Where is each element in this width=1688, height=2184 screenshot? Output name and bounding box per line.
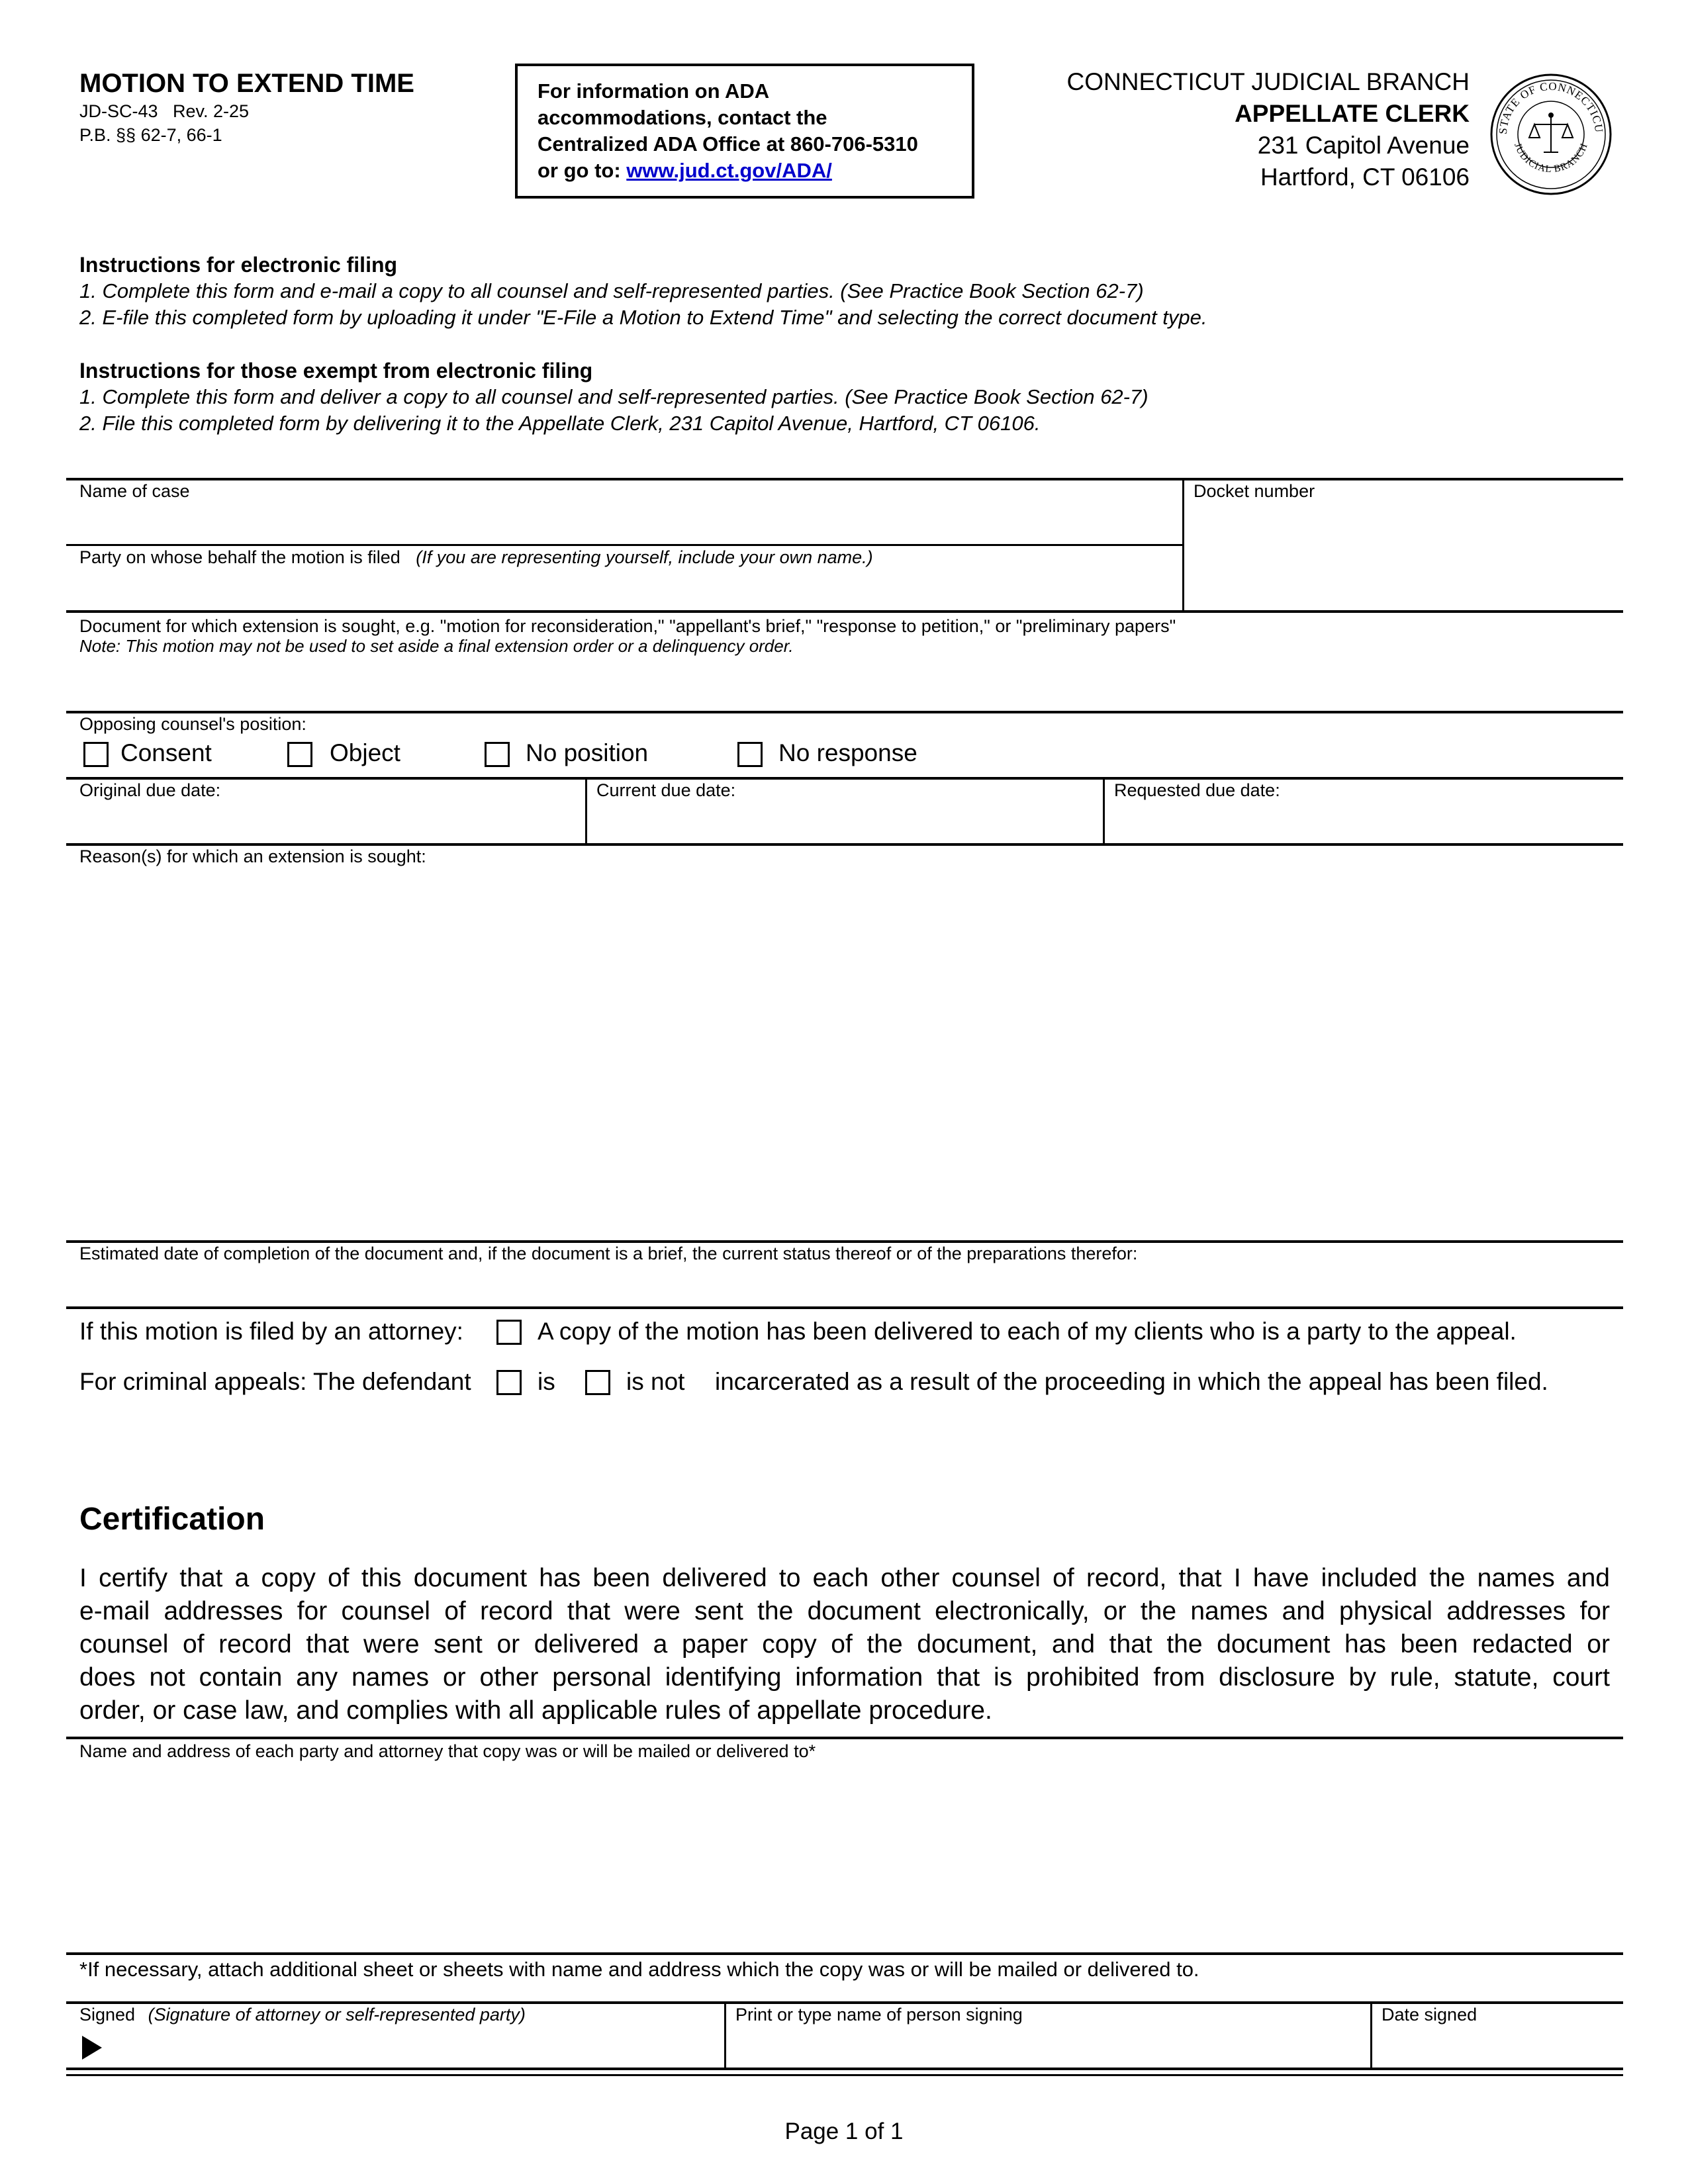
object-label: Object bbox=[330, 739, 400, 766]
form-number: JD-SC-43 Rev. 2-25 bbox=[79, 101, 250, 121]
is-incarcerated-checkbox[interactable] bbox=[496, 1370, 522, 1395]
certification-line-5: order, or case law, and complies with all applicable rules of appellate procedure. bbox=[79, 1696, 992, 1725]
ada-info-box bbox=[515, 64, 974, 199]
efile-instructions bbox=[79, 251, 1207, 331]
criminal-suffix: incarcerated as a result of the proceeding in which the appeal has been filed. bbox=[715, 1368, 1548, 1395]
attorney-prefix: If this motion is filed by an attorney: bbox=[79, 1318, 463, 1345]
ada-line-4 bbox=[538, 158, 972, 184]
ada-link[interactable]: www.jud.ct.gov/ADA/ bbox=[626, 159, 832, 182]
requested-due-date-label: Requested due date: bbox=[1114, 780, 1280, 800]
page-number: Page 1 of 1 bbox=[784, 2118, 904, 2144]
docket-number-field[interactable] bbox=[1184, 480, 1623, 610]
party-field[interactable] bbox=[66, 547, 1182, 610]
certification-text bbox=[79, 1562, 1610, 1727]
is-label: is bbox=[538, 1368, 555, 1395]
certification-line-4: does not contain any names or other personal identifying information that is prohibited from disclosure by rule, statute, court bbox=[79, 1663, 1610, 1692]
form-title: MOTION TO EXTEND TIME bbox=[79, 69, 414, 98]
printed-name-label: Print or type name of person signing bbox=[735, 2005, 1023, 2025]
signed-note: (Signature of attorney or self-represented party) bbox=[148, 2005, 526, 2025]
name-of-case-field[interactable] bbox=[66, 480, 1182, 544]
printed-name-field[interactable] bbox=[726, 2004, 1370, 2068]
no-position-checkbox[interactable] bbox=[485, 742, 510, 767]
scales-of-justice-icon bbox=[1529, 113, 1573, 152]
opposing-position-label: Opposing counsel's position: bbox=[79, 714, 306, 734]
address-line-1: 231 Capitol Avenue bbox=[1257, 132, 1470, 159]
party-label-text: Party on whose behalf the motion is filed bbox=[79, 547, 400, 567]
branch-name: CONNECTICUT JUDICIAL BRANCH bbox=[1066, 68, 1470, 95]
exempt-instructions bbox=[79, 357, 1149, 437]
certification-line-3: counsel of record that were sent or delivered a paper copy of the document, and that the document has been redacted or bbox=[79, 1630, 1610, 1659]
judicial-branch-seal bbox=[1488, 71, 1614, 197]
party-label bbox=[79, 547, 873, 568]
document-note: Note: This motion may not be used to set aside a final extension order or a delinquency order. bbox=[79, 636, 794, 656]
party-note: (If you are representing yourself, include your own name.) bbox=[416, 547, 873, 567]
exempt-heading: Instructions for those exempt from electronic filing bbox=[79, 359, 593, 383]
attorney-statement: A copy of the motion has been delivered to each of my clients who is a party to the appeal. bbox=[538, 1318, 1517, 1345]
date-signed-label: Date signed bbox=[1382, 2005, 1477, 2025]
recipients-field[interactable] bbox=[66, 1739, 1623, 1951]
rule-bottom-double bbox=[66, 2068, 1623, 2076]
address-line-2: Hartford, CT 06106 bbox=[1260, 163, 1470, 191]
rule-attorney bbox=[66, 1306, 1623, 1309]
practice-book-reference: P.B. §§ 62-7, 66-1 bbox=[79, 125, 222, 145]
attach-note: *If necessary, attach additional sheet or sheets with name and address which the copy was or will be mailed or delivered to. bbox=[79, 1958, 1199, 1981]
efile-step-2: 2. E-file this completed form by uploading it under "E-File a Motion to Extend Time" and selecting the correct document type. bbox=[79, 306, 1207, 329]
attorney-delivered-checkbox[interactable] bbox=[496, 1320, 522, 1345]
current-due-date-field[interactable] bbox=[587, 780, 1103, 843]
original-due-date-label: Original due date: bbox=[79, 780, 221, 800]
efile-step-1: 1. Complete this form and e-mail a copy to all counsel and self-represented parties. (See Practice Book Section 62-7) bbox=[79, 279, 1144, 302]
criminal-prefix: For criminal appeals: The defendant bbox=[79, 1368, 471, 1395]
original-due-date-field[interactable] bbox=[66, 780, 585, 843]
signature-field[interactable] bbox=[66, 2004, 724, 2068]
no-position-label: No position bbox=[526, 739, 649, 766]
certification-line-2: e-mail addresses for counsel of record that were sent the document electronically, or the names and physical addresses for bbox=[79, 1597, 1610, 1625]
sign-here-arrow-icon bbox=[82, 2036, 102, 2060]
reasons-label: Reason(s) for which an extension is sought: bbox=[79, 846, 426, 866]
ada-line-3: Centralized ADA Office at 860-706-5310 bbox=[538, 132, 918, 156]
efile-heading: Instructions for electronic filing bbox=[79, 253, 398, 277]
date-signed-field[interactable] bbox=[1372, 2004, 1623, 2068]
consent-label: Consent bbox=[120, 739, 212, 766]
no-response-checkbox[interactable] bbox=[737, 742, 763, 767]
svg-text:STATE OF CONNECTICUT bbox=[1488, 71, 1605, 134]
document-field[interactable] bbox=[66, 613, 1623, 711]
exempt-step-1: 1. Complete this form and deliver a copy to all counsel and self-represented parties. (See Practice Book Section 62-7) bbox=[79, 385, 1149, 408]
rule-attach-note bbox=[66, 1952, 1623, 1955]
consent-checkbox[interactable] bbox=[83, 742, 109, 767]
office-name: APPELLATE CLERK bbox=[1235, 100, 1470, 127]
signed-label bbox=[79, 2004, 526, 2025]
branch-address-block bbox=[1067, 66, 1470, 193]
no-response-label: No response bbox=[778, 739, 917, 766]
is-not-incarcerated-checkbox[interactable] bbox=[585, 1370, 610, 1395]
current-due-date-label: Current due date: bbox=[596, 780, 736, 800]
object-checkbox[interactable] bbox=[287, 742, 312, 767]
certification-heading: Certification bbox=[79, 1502, 265, 1537]
ada-line-2: accommodations, contact the bbox=[538, 106, 827, 129]
recipients-label: Name and address of each party and attorney that copy was or will be mailed or delivered to* bbox=[79, 1741, 816, 1761]
name-of-case-label: Name of case bbox=[79, 481, 190, 501]
is-not-label: is not bbox=[626, 1368, 685, 1395]
estimated-completion-field[interactable] bbox=[66, 1243, 1623, 1306]
certification-line-1: I certify that a copy of this document has been delivered to each other counsel of record, that I have included the names and bbox=[79, 1564, 1610, 1592]
seal-text-top: STATE OF CONNECTICU bbox=[1496, 79, 1606, 135]
signed-label-text: Signed bbox=[79, 2005, 136, 2025]
estimated-completion-label: Estimated date of completion of the document and, if the document is a brief, the current status thereof or of the preparations therefor: bbox=[79, 1244, 1138, 1263]
reasons-field[interactable] bbox=[66, 846, 1623, 1240]
rule-case-party bbox=[66, 544, 1182, 546]
ada-line-4-prefix: or go to: bbox=[538, 159, 627, 182]
requested-due-date-field[interactable] bbox=[1105, 780, 1623, 843]
ada-line-1: For information on ADA bbox=[538, 79, 770, 103]
docket-number-label: Docket number bbox=[1194, 481, 1315, 501]
exempt-step-2: 2. File this completed form by delivering it to the Appellate Clerk, 231 Capitol Avenue, Hartford, CT 06106. bbox=[79, 412, 1041, 435]
document-label: Document for which extension is sought, e.g. "motion for reconsideration," "appellant's brief," "response to petition," or "preliminary papers" bbox=[79, 616, 1176, 636]
seal-text-bottom: JUDICIAL BRANCH bbox=[1512, 141, 1590, 175]
